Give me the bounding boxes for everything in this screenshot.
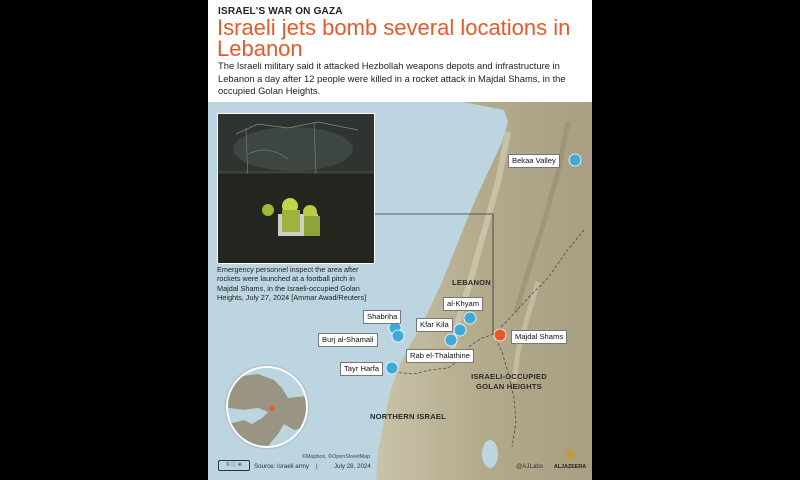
publication-date: July 28, 2024 [334,463,371,470]
aljazeera-logo-icon: ✺ [564,447,576,463]
strike-marker-rab-el-thalathine[interactable] [445,334,457,346]
attack-marker-majdal-shams[interactable] [494,329,506,341]
region-label-lebanon: LEBANON [452,278,491,287]
strike-marker-al-khyam[interactable] [464,312,476,324]
strike-marker-burj-al-shamali[interactable] [392,330,404,342]
region-label-northern-israel: NORTHERN ISRAEL [370,412,446,421]
aljazeera-logo: ✺ ALJAZEERA [553,447,587,470]
infographic-card [208,0,592,480]
location-label-rab-el-thalathine[interactable]: Rab el-Thalathine [406,349,474,363]
location-label-kfar-kila[interactable]: Kfar Kila [416,318,453,332]
location-label-shabriha[interactable]: Shabriha [363,310,401,324]
location-label-tayr-harfa[interactable]: Tayr Harfa [340,362,383,376]
map-attribution: ©Mapbox, ©OpenStreetMap [302,454,371,460]
news-photo [217,113,375,264]
strike-marker-bekaa-valley[interactable] [569,154,581,166]
cc-license-icon: © ⓘ ⊜ [218,460,250,471]
section-kicker: ISRAEL'S WAR ON GAZA [218,6,343,17]
location-label-majdal-shams[interactable]: Majdal Shams [511,330,567,344]
source-note: Source: Israeli army [254,463,310,470]
location-label-bekaa-valley[interactable]: Bekaa Valley [508,154,560,168]
location-label-burj-al-shamali[interactable]: Burj al-Shamali [318,333,378,347]
region-label-golan: ISRAELI-OCCUPIED GOLAN HEIGHTS [471,372,547,391]
headline: Israeli jets bomb several locations in Lebanon [217,15,571,61]
strike-marker-tayr-harfa[interactable] [386,362,398,374]
divider: | [316,463,318,470]
photo-caption: Emergency personnel inspect the area after rockets were launched at a football pitch in Majdal Shams, in the Israeli-occupied Golan Heights, July 27, 2024 [Ammar Awad/Reuters] [217,265,367,303]
strike-marker-kfar-kila[interactable] [454,324,466,336]
locator-dot [269,405,274,410]
dek-text: The Israeli military said it attacked Hezbollah weapons depots and infrastructure in Lebanon a day after 12 people were killed in a rocket attack in Majdal Shams, in the occupied Golan Heights. [218,60,566,97]
ajlabs-handle: @AJLabs [516,463,543,470]
location-label-al-khyam[interactable]: al-Khyam [443,297,483,311]
locator-globe [226,366,308,448]
footer-bar [208,447,592,480]
